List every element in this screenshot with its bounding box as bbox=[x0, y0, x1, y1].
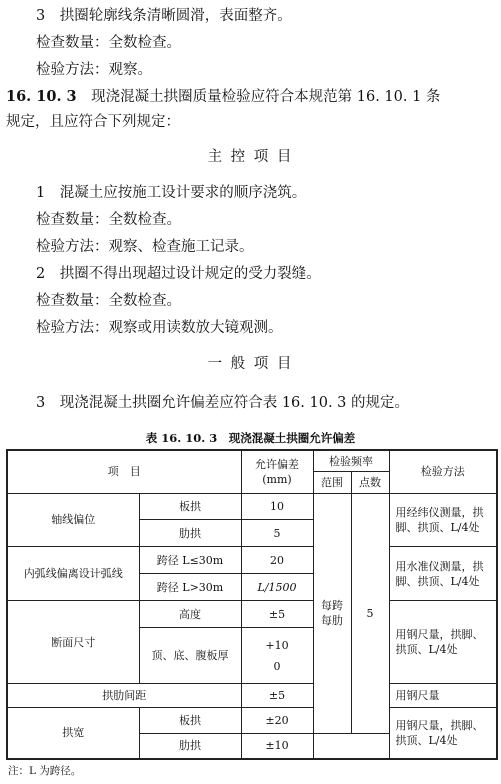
clause-text: 现浇混凝土拱圈质量检验应符合本规范第 16. 10. 1 条 bbox=[76, 89, 441, 105]
check-quantity: 检查数量：全数检查。 bbox=[36, 35, 181, 51]
row-width-slab: 板拱 bbox=[139, 707, 241, 733]
row-spacing: 拱肋间距 bbox=[7, 684, 241, 708]
heading-general-items: 一 般 项 目 bbox=[207, 356, 294, 372]
row-width-method: 用钢尺量，拱脚、拱顶、L/4处 bbox=[389, 707, 497, 759]
row-width: 拱宽 bbox=[7, 707, 139, 759]
row-axis-slab: 板拱 bbox=[139, 493, 241, 520]
header-method: 检验方法 bbox=[389, 450, 497, 493]
main-item-1-quantity: 检查数量：全数检查。 bbox=[36, 212, 181, 228]
check-method: 检验方法：观察。 bbox=[36, 62, 152, 78]
row-width-slab-value: ±20 bbox=[241, 707, 313, 733]
clause-number: 16. 10. 3 bbox=[6, 88, 77, 105]
item-3-text: 3 拱圈轮廓线条清晰圆滑，表面整齐。 bbox=[36, 8, 292, 24]
thickness-plus: +10 bbox=[265, 638, 289, 652]
thickness-minus: 0 bbox=[273, 659, 281, 673]
row-arc-short: 跨径 L≤30m bbox=[139, 547, 241, 574]
row-section-height-value: ±5 bbox=[241, 601, 313, 628]
row-arc-long: 跨径 L>30m bbox=[139, 574, 241, 601]
row-section-height: 高度 bbox=[139, 601, 241, 628]
main-item-2: 2 拱圈不得出现超过设计规定的受力裂缝。 bbox=[36, 266, 321, 282]
table-title: 表 16. 10. 3 现浇混凝土拱圈允许偏差 bbox=[145, 431, 356, 445]
row-section: 断面尺寸 bbox=[7, 601, 139, 684]
row-axis-rib-value: 5 bbox=[241, 520, 313, 547]
heading-main-items: 主 控 项 目 bbox=[207, 149, 294, 165]
header-count: 点数 bbox=[351, 472, 389, 494]
row-width-rib: 肋拱 bbox=[139, 733, 241, 759]
main-item-1: 1 混凝土应按施工设计要求的顺序浇筑。 bbox=[36, 185, 307, 201]
row-arc: 内弧线偏离设计弧线 bbox=[7, 547, 139, 601]
row-arc-method: 用水准仪测量，拱脚、拱顶、L/4处 bbox=[389, 547, 497, 601]
row-axis: 轴线偏位 bbox=[7, 493, 139, 547]
main-item-2-method: 检验方法：观察或用读数放大镜观测。 bbox=[36, 320, 283, 336]
row-axis-method: 用经纬仪测量，拱脚、拱顶、L/4处 bbox=[389, 493, 497, 547]
clause-continuation: 规定，且应符合下列规定： bbox=[6, 114, 180, 130]
header-range: 范围 bbox=[313, 472, 351, 494]
row-arc-long-value: L/1500 bbox=[241, 574, 313, 601]
header-frequency: 检验频率 bbox=[313, 450, 389, 472]
count-cell: 5 bbox=[351, 493, 389, 733]
table-note: 注：L 为跨径。 bbox=[8, 765, 82, 777]
row-spacing-value: ±5 bbox=[241, 684, 313, 708]
tolerance-table bbox=[6, 449, 498, 760]
row-section-thickness-value bbox=[241, 628, 313, 684]
row-arc-short-value: 20 bbox=[241, 547, 313, 574]
main-item-2-quantity: 检查数量：全数检查。 bbox=[36, 293, 181, 309]
header-item: 项 目 bbox=[7, 450, 241, 493]
row-width-rib-value: ±10 bbox=[241, 733, 313, 759]
main-item-1-method: 检验方法：观察、检查施工记录。 bbox=[36, 239, 254, 255]
row-section-thickness: 顶、底、腹板厚 bbox=[139, 628, 241, 684]
general-item-3: 3 现浇混凝土拱圈允许偏差应符合表 16. 10. 3 的规定。 bbox=[36, 395, 410, 411]
row-spacing-method: 用钢尺量 bbox=[389, 684, 497, 708]
header-tolerance: 允许偏差 (mm) bbox=[241, 450, 313, 493]
range-per-span: 每跨 bbox=[321, 599, 343, 613]
row-section-method: 用钢尺量，拱脚、拱顶、L/4处 bbox=[389, 601, 497, 684]
range-per-rib: 每肋 bbox=[321, 614, 343, 628]
clause-16-10-3 bbox=[6, 87, 440, 107]
range-cell bbox=[313, 493, 351, 733]
row-axis-slab-value: 10 bbox=[241, 493, 313, 520]
row-axis-rib: 肋拱 bbox=[139, 520, 241, 547]
